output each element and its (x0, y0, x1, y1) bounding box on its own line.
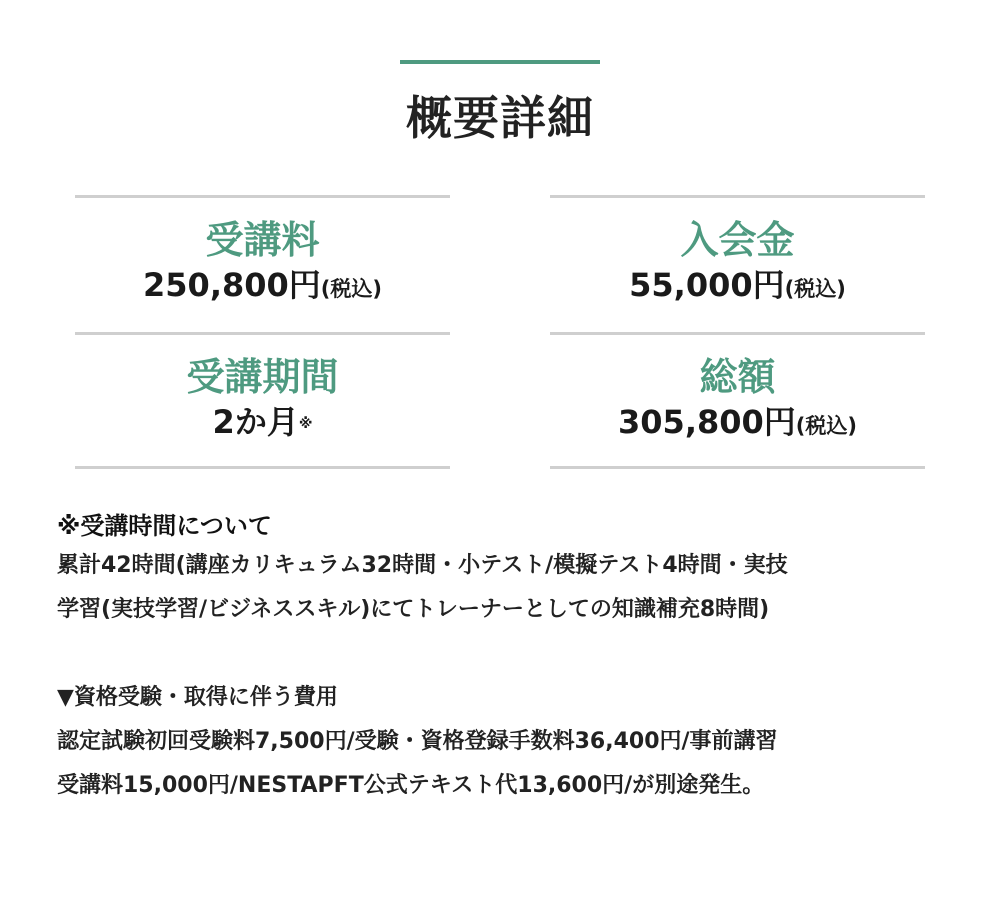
notes-spacer (57, 632, 957, 676)
total-amount: 305,800円 (618, 403, 796, 441)
hours-note-line-1: 累計42時間(講座カリキュラム32時間・小テスト/模擬テスト4時間・実技 (57, 553, 788, 578)
tuition-cell (75, 195, 450, 332)
period-value-row (75, 403, 450, 441)
enrollment-fee-amount-row (550, 266, 925, 308)
hours-note-heading: ※受講時間について (57, 512, 272, 540)
tuition-label: 受講料 (205, 218, 320, 262)
period-value: 2か月 (212, 403, 299, 441)
hours-note-line-2: 学習(実技学習/ビジネススキル)にてトレーナーとしての知識補充8時間) (57, 597, 770, 622)
title-accent-bar (400, 60, 600, 64)
total-tax-note: (税込) (795, 414, 857, 438)
total-cell (550, 332, 925, 469)
tuition-tax-note: (税込) (320, 277, 382, 301)
tuition-amount-row (75, 266, 450, 308)
period-label: 受講期間 (186, 355, 339, 399)
period-cell (75, 332, 450, 469)
total-label: 総額 (699, 355, 776, 399)
enrollment-fee-tax-note: (税込) (784, 277, 846, 301)
tuition-amount: 250,800円 (143, 266, 321, 304)
enrollment-fee-cell (550, 195, 925, 332)
enrollment-fee-label: 入会金 (680, 218, 795, 262)
exam-fees-heading: ▼資格受験・取得に伴う費用 (57, 685, 338, 710)
section-title: 概要詳細 (406, 91, 594, 145)
notes-block (57, 508, 957, 808)
period-note-mark: ※ (298, 416, 313, 432)
exam-fees-line-1: 認定試験初回受験料7,500円/受験・資格登録手数料36,400円/事前講習 (57, 729, 778, 754)
total-amount-row (550, 403, 925, 445)
exam-fees-line-2: 受講料15,000円/NESTAPFT公式テキスト代13,600円/が別途発生。 (57, 773, 765, 798)
enrollment-fee-amount: 55,000円 (629, 266, 785, 304)
